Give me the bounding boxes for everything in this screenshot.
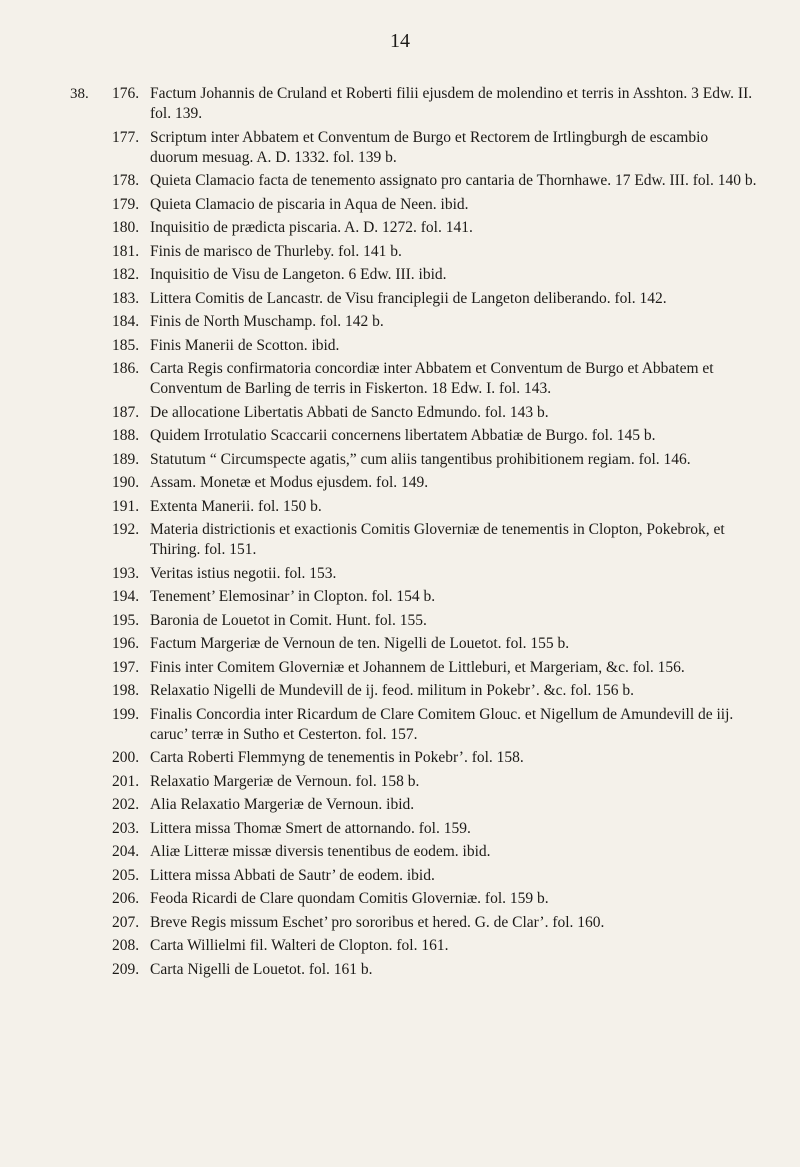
entry-text: Materia districtionis et exactionis Comitis Gloverniæ de tenementis in Clopton, Pokebrok, et Thiring. fol. 151. bbox=[150, 521, 725, 558]
entry-text: Veritas istius negotii. fol. 153. bbox=[150, 564, 337, 582]
entry-text: Alia Relaxatio Margeriæ de Vernoun. ibid. bbox=[150, 796, 415, 813]
entry-item bbox=[112, 913, 772, 933]
entry-text: Littera missa Thomæ Smert de attornando. fol. 159. bbox=[150, 819, 471, 837]
entry-number: 209. bbox=[112, 960, 140, 978]
entry-text: Quidem Irrotulatio Scaccarii concernens libertatem Abbatiæ de Burgo. fol. 145 b. bbox=[150, 427, 656, 444]
entry-text: Statutum “ Circumspecte agatis,” cum aliis tangentibus prohibitionem regiam. fol. 146. bbox=[150, 450, 691, 468]
entry-number: 204. bbox=[112, 843, 140, 860]
entry-text: Carta Regis confirmatoria concordiæ inter Abbatem et Conventum de Burgo et Abbatem et Conventum de Barling de terris in Fiskerton. 18 Edw. I. fol. 143. bbox=[150, 360, 714, 397]
entry-item bbox=[112, 359, 772, 399]
entry-number: 196. bbox=[112, 635, 140, 652]
entry-text: Carta Nigelli de Louetot. fol. 161 b. bbox=[150, 960, 373, 978]
entry-item bbox=[112, 520, 772, 560]
entry-item bbox=[112, 195, 772, 215]
entry-item bbox=[112, 312, 772, 332]
entry-item bbox=[112, 634, 772, 654]
entry-item bbox=[112, 819, 772, 839]
entry-text: Inquisitio de prædicta piscaria. A. D. 1272. fol. 141. bbox=[150, 219, 473, 236]
entry-number: 187. bbox=[112, 403, 140, 421]
entry-text: Feoda Ricardi de Clare quondam Comitis Gloverniæ. fol. 159 b. bbox=[150, 890, 549, 907]
entry-text: De allocatione Libertatis Abbati de Sancto Edmundo. fol. 143 b. bbox=[150, 403, 549, 421]
entry-item bbox=[112, 426, 772, 446]
entry-number: 194. bbox=[112, 588, 140, 605]
entry-number: 208. bbox=[112, 937, 140, 954]
entry-number: 192. bbox=[112, 521, 140, 538]
entry-text: Quieta Clamacio facta de tenemento assignato pro cantaria de Thornhawe. 17 Edw. III. fol. 140 b. bbox=[150, 172, 757, 189]
entry-text: Assam. Monetæ et Modus ejusdem. fol. 149. bbox=[150, 474, 429, 491]
entry-text: Factum Johannis de Cruland et Roberti filii ejusdem de molendino et terris in Asshton. 3 Edw. II. fol. 139. bbox=[150, 85, 753, 122]
entry-text: Finis de marisco de Thurleby. fol. 141 b. bbox=[150, 242, 402, 260]
entry-number: 195. bbox=[112, 611, 140, 629]
entry-number: 193. bbox=[112, 564, 140, 582]
entry-number: 181. bbox=[112, 242, 140, 260]
entry-number: 206. bbox=[112, 890, 140, 907]
entry-item bbox=[112, 265, 772, 285]
entry-item bbox=[112, 171, 772, 191]
entry-item bbox=[112, 842, 772, 862]
entry-number: 177. bbox=[112, 128, 140, 146]
entry-item bbox=[112, 795, 772, 815]
entry-text: Tenement’ Elemosinar’ in Clopton. fol. 154 b. bbox=[150, 588, 436, 605]
entry-item bbox=[112, 748, 772, 768]
entry-number: 202. bbox=[112, 796, 140, 813]
entry-number: 190. bbox=[112, 474, 140, 491]
entry-text: Quieta Clamacio de piscaria in Aqua de Neen. ibid. bbox=[150, 195, 469, 213]
entry-text: Factum Margeriæ de Vernoun de ten. Nigelli de Louetot. fol. 155 b. bbox=[150, 635, 570, 652]
entry-text: Aliæ Litteræ missæ diversis tenentibus de eodem. ibid. bbox=[150, 843, 491, 860]
entry-item bbox=[112, 705, 772, 745]
entry-number: 185. bbox=[112, 336, 140, 354]
entry-item bbox=[112, 473, 772, 493]
entry-number: 201. bbox=[112, 772, 140, 790]
entry-item bbox=[112, 128, 772, 168]
entry-item bbox=[112, 564, 772, 584]
entry-number: 207. bbox=[112, 913, 140, 931]
entry-number: 198. bbox=[112, 682, 140, 699]
entry-number: 183. bbox=[112, 289, 140, 307]
entry-number: 178. bbox=[112, 172, 140, 189]
entry-text: Finis inter Comitem Gloverniæ et Johannem de Littleburi, et Margeriam, &c. fol. 156. bbox=[150, 658, 685, 676]
entry-item bbox=[112, 497, 772, 517]
entry-number: 200. bbox=[112, 749, 140, 766]
entry-number: 199. bbox=[112, 705, 140, 723]
entry-number: 191. bbox=[112, 497, 140, 515]
entry-text: Relaxatio Margeriæ de Vernoun. fol. 158 b. bbox=[150, 772, 420, 790]
margin-mark: 38. bbox=[70, 86, 89, 102]
entry-item bbox=[112, 587, 772, 607]
entry-number: 205. bbox=[112, 866, 140, 884]
entry-item bbox=[112, 289, 772, 309]
entry-text: Carta Roberti Flemmyng de tenementis in Pokebr’. fol. 158. bbox=[150, 749, 524, 766]
entry-item bbox=[112, 889, 772, 909]
entry-text: Inquisitio de Visu de Langeton. 6 Edw. III. ibid. bbox=[150, 266, 447, 283]
entry-item bbox=[112, 681, 772, 701]
entry-number: 182. bbox=[112, 266, 140, 283]
entry-text: Extenta Manerii. fol. 150 b. bbox=[150, 497, 322, 515]
entry-item bbox=[112, 772, 772, 792]
entry-text: Relaxatio Nigelli de Mundevill de ij. feod. militum in Pokebr’. &c. fol. 156 b. bbox=[150, 682, 635, 699]
entry-item bbox=[112, 242, 772, 262]
page-number: 14 bbox=[390, 30, 410, 52]
entry-text: Finis Manerii de Scotton. ibid. bbox=[150, 336, 340, 354]
entry-text: Scriptum inter Abbatem et Conventum de Burgo et Rectorem de Irtlingburgh de escambio duorum mesuag. A. D. 1332. fol. 139 b. bbox=[150, 128, 709, 166]
entry-item bbox=[112, 218, 772, 238]
entry-number: 176. bbox=[112, 85, 140, 102]
entry-number: 188. bbox=[112, 427, 140, 444]
entry-item bbox=[112, 336, 772, 356]
entry-text: Finalis Concordia inter Ricardum de Clare Comitem Glouc. et Nigellum de Amundevill de iij. caruc’ terræ in Sutho et Cesterton. fol. 157. bbox=[150, 705, 734, 743]
entry-item bbox=[112, 866, 772, 886]
entry-list bbox=[112, 84, 772, 983]
entry-number: 203. bbox=[112, 819, 140, 837]
entry-item bbox=[112, 611, 772, 631]
entry-number: 189. bbox=[112, 450, 140, 468]
entry-text: Carta Willielmi fil. Walteri de Clopton. fol. 161. bbox=[150, 937, 449, 954]
entry-number: 186. bbox=[112, 360, 140, 377]
entry-number: 180. bbox=[112, 219, 140, 236]
entry-number: 179. bbox=[112, 195, 140, 213]
entry-text: Finis de North Muschamp. fol. 142 b. bbox=[150, 313, 384, 330]
entry-item bbox=[112, 936, 772, 956]
entry-text: Littera missa Abbati de Sautr’ de eodem. ibid. bbox=[150, 866, 435, 884]
entry-text: Baronia de Louetot in Comit. Hunt. fol. 155. bbox=[150, 611, 427, 629]
entry-item bbox=[112, 960, 772, 980]
entry-item bbox=[112, 450, 772, 470]
entry-item bbox=[112, 658, 772, 678]
entry-item bbox=[112, 403, 772, 423]
entry-text: Littera Comitis de Lancastr. de Visu franciplegii de Langeton deliberando. fol. 142. bbox=[150, 289, 667, 307]
entry-item bbox=[112, 84, 772, 124]
entry-number: 197. bbox=[112, 658, 140, 676]
entry-number: 184. bbox=[112, 313, 140, 330]
entry-text: Breve Regis missum Eschet’ pro sororibus et hered. G. de Clar’. fol. 160. bbox=[150, 913, 605, 931]
